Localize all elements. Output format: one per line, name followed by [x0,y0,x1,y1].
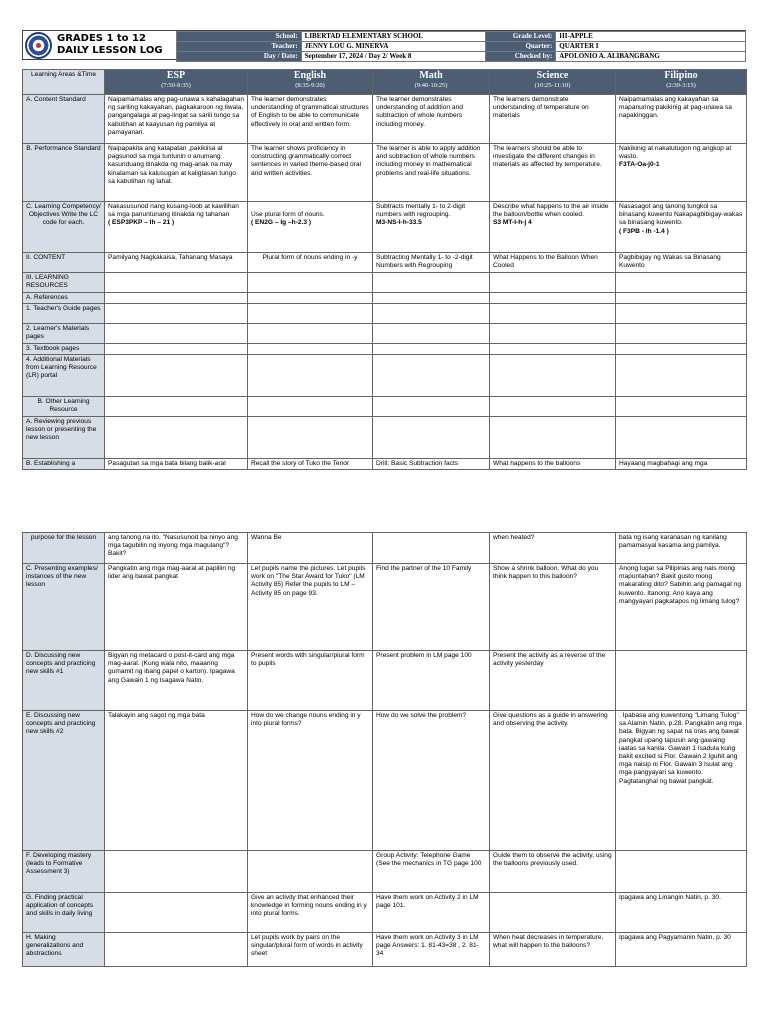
table-row [23,293,747,304]
table-row [23,354,747,396]
teacher-value: JENNY LOU G. MINERVA [301,42,486,52]
row-label: E. Discussing new concepts and practicing new skills #2 [23,711,105,851]
row-label: 2. Learner's Materials pages [23,324,105,343]
table-row [23,95,747,144]
lc-code: ( F3PB - Ih -1.4 ) [619,227,669,235]
page-2 [0,530,768,1024]
table-cell: The learner shows proficiency in constructing grammatically correct sentences in varied theme-based oral and written activities. [248,144,373,202]
checked-value: APOLONIO A. ALIBANGBANG [556,52,746,62]
table-row [23,396,747,416]
checked-label: Checked by: [486,52,556,62]
table-cell [373,202,490,253]
table-row [23,933,747,967]
table-cell: ang tanong na ito, "Nasusunod ba ninyo ang mga tagubilin ng inyong mga magulang"? Bakit? [105,533,248,564]
table-cell: Naipamamalas ang pag-unawa s kahalagahan ng sariling kakayahan, pagkakaroon ng tiwala, pangangalaga at pag-iingat sa sarili tungo sa kabutihan at kaayusan ng pamilya at pamayanan. [105,95,248,144]
subject-header-esp [105,70,248,95]
table-row [23,711,747,851]
lesson-table-page-1 [22,69,747,470]
table-cell: Ipagawa ang Pagyamanin Natin, p. 30 [616,933,747,967]
table-cell [105,202,248,253]
subject-name: English [293,70,327,81]
cell-text: Subtracts mentally 1- to 2-digit numbers with regrouping. [376,203,466,219]
table-cell: Wanna Be [248,533,373,564]
table-row [23,851,747,893]
dll-title [57,33,163,57]
subject-name: Filipino [664,70,698,81]
table-row [23,144,747,202]
row-label: C. Learning Competency/ Objectives Write the LC code for each. [23,202,105,253]
day-value: September 17, 2024 / Day 2/ Week 8 [301,52,486,62]
row-label: A. References [23,293,105,304]
cell-text: Nasasagot ang tanong tungkol sa binasang kuwento Nakapagbibigay-wakas sa binasang kuwento. [619,203,743,227]
title-line-2: DAILY LESSON LOG [57,45,163,56]
subject-header-math [373,70,490,95]
subject-header-filipino [616,70,747,95]
table-cell: The learners demonstrate understanding of temperature on materials [490,95,616,144]
row-label: H. Making generalizations and abstractions [23,933,105,967]
table-cell [490,202,616,253]
table-row [23,202,747,253]
row-label: III. LEARNING RESOURCES [23,273,105,293]
table-cell: Hayaang magbahagi ang mga [616,458,747,469]
row-label: F. Developing mastery (leads to Formative Assessment 3) [23,851,105,893]
cell-text: Use plural form of nouns. [251,211,325,218]
table-cell [616,851,747,893]
teacher-label: Teacher: [177,42,302,52]
table-cell: Give an activity that enhanced their knowledge in forming nouns ending in y into plural forms. [248,893,373,933]
table-cell [616,144,747,202]
table-cell [105,933,248,967]
subject-time: (10:25-11:10) [534,82,571,89]
table-cell: How do we change nouns ending in y into plural forms? [248,711,373,851]
row-label: A. Content Standard [23,95,105,144]
table-cell: What Happens to the Balloon When Cooled [490,253,616,273]
day-label: Day / Date: [177,52,302,62]
table-cell [616,202,747,253]
table-cell: Ipagawa ang Linangin Natin, p. 30. [616,893,747,933]
table-cell: Pangkatin ang mga mag-aaral at papiliin ng lider ang bawat pangkat [105,564,248,651]
header-info-table [176,31,746,62]
subject-time: (9:40-10:25) [414,82,448,89]
subject-name: Science [536,70,569,81]
table-cell: Recall the story of Tuko the Tenor [248,458,373,469]
row-label: B. Other Learning Resource [23,396,105,416]
table-cell: Anong lugar sa Pilipinas ang nais mong mapuntahan? Bakit gusto mong makarating dito? Sabihin ang pamagat ng kuwento. Itanong: Ano kaya ang mangyayari pagkatapos ng limang tulog? [616,564,747,651]
row-label: B. Establishing a [23,458,105,469]
table-cell: Pamilyang Nagkakaisa, Tahanang Masaya [105,253,248,273]
quarter-label: Quarter: [486,42,556,52]
cell-text: Describe what happens to the air inside the balloon/bottle when cooled. [493,203,609,219]
table-row [23,564,747,651]
learning-areas-header: Learning Areas &Time [23,70,105,95]
table-cell [616,651,747,711]
table-cell: Plural form of nouns ending in -y [248,253,373,273]
table-cell: when heated? [490,533,616,564]
table-cell: What happens to the balloons [490,458,616,469]
row-label: D. Discussing new concepts and practicing new skills #1 [23,651,105,711]
table-cell: The learner demonstrates understanding of addition and subtraction of whole numbers including money. [373,95,490,144]
cell-text: Nakasusunod nang kusang-loob at kawilihan sa mga panuntunang itinakda ng tahanan [108,203,239,219]
row-label: purpose for the lesson [23,533,105,564]
page-1 [0,0,768,470]
table-cell: When heat decreases in temperature, what will happen to the balloons? [490,933,616,967]
table-cell [248,851,373,893]
table-cell: Guide them to observe the activity, using the balloons previously used. [490,851,616,893]
table-cell: The learner is able to apply addition and subtraction of whole numbers including money in mathematical problems and real-life situations. [373,144,490,202]
table-cell [248,202,373,253]
table-cell: Naipamamalas ang kakayahan sa mapanuring pakikinig at pag-unawa sa napakinggan. [616,95,747,144]
grade-label: Grade Level: [486,32,556,42]
subject-time: (8:35-9:20) [295,82,325,89]
subject-name: Math [419,70,443,81]
subject-time: (7:50-8:35) [161,82,191,89]
table-cell: Present the activity as a reverse of the activity yesterday [490,651,616,711]
table-row [23,324,747,343]
table-cell [105,893,248,933]
row-label: 4. Additional Materials from Learning Resource (LR) portal [23,354,105,396]
table-cell [373,533,490,564]
lc-code: F3TA-Oa-j0-1 [619,161,660,169]
table-cell [105,851,248,893]
subject-time: (2:30-3:15) [666,82,696,89]
title-line-1: GRADES 1 to 12 [57,33,146,44]
table-cell: bata ng isang karanasan ng kanilang pamamasyal kasama ang pamilya. [616,533,747,564]
row-label: II. CONTENT [23,253,105,273]
table-row [23,533,747,564]
table-cell: Let pupils work by pairs on the singular/plural form of words in activity sheet [248,933,373,967]
lc-code: S3 MT-I-h-j 4 [493,219,532,227]
table-cell: Show a shrink balloon. What do you think happen to this balloon? [490,564,616,651]
table-row [23,343,747,354]
table-cell: Bigyan ng metacard o post-it-card ang mga mag-aaral. (Kung wala nito, maaaring gumamit ng ibang papel o karton). Ipagawa ang Gawain 1 ng Isagawa Natin. [105,651,248,711]
lc-code: M3-NS-I-h-33.5 [376,219,422,227]
dll-header [22,30,746,60]
row-label: C. Presenting examples/ instances of the new lesson [23,564,105,651]
table-row [23,651,747,711]
table-cell: Give questions as a guide in answering and observing the activity. [490,711,616,851]
table-cell: How do we solve the problem? [373,711,490,851]
table-cell: Drill: Basic Subtraction facts [373,458,490,469]
row-label: B. Performance Standard [23,144,105,202]
subject-header-science [490,70,616,95]
table-cell: Pagbibigay ng Wakas sa Binasang Kuwento [616,253,747,273]
table-cell: Present words with singular/plural form to pupils [248,651,373,711]
deped-seal-icon [25,32,52,59]
row-label: A. Reviewing previous lesson or presenting the new lesson [23,416,105,458]
table-row [23,458,747,469]
row-label: 1. Teacher's Guide pages [23,304,105,324]
table-row [23,416,747,458]
lc-code: ( EN2G – Ig –h-2.3 ) [251,219,312,227]
table-row [23,253,747,273]
table-cell: Have them work on Activity 3 in LM page Answers: 1. 81-43=38 , 2. 81-34 [373,933,490,967]
table-cell: Present problem in LM page 100 [373,651,490,711]
quarter-value: QUARTER I [556,42,746,52]
table-cell: The learner demonstrates understanding of grammatical structures of English to be able to communicate effectively in oral and written form. [248,95,373,144]
page-gap [0,470,768,530]
row-label: 3. Textbook pages [23,343,105,354]
table-cell: Let pupils name the pictures. Let pupils work on "The Star Award for Tuko" (LM Activity 85) Refer the pupils to LM – Activity 85 on page 93. [248,564,373,651]
table-cell: Talakayin ang sagot ng mga bata [105,711,248,851]
table-cell [490,893,616,933]
school-value: LIBERTAD ELEMENTARY SCHOOL [301,32,486,42]
cell-text: Nakikinig at nakatutugon ng angkop at wasto. [619,145,732,161]
table-cell: . Ipabasa ang kuwentong "Limang Tulog" sa Alamin Natin, p.28. Pangkatin ang mga bata. Bigyan ng sapat na oras ang bawat pangkat upang tapusin ang gawaing iaatas sa kanila. Gawain 1 Isadula kung bakit excited si Flor. Gawain 2 Iguhit ang mga naisip ni Flor. Gawain 3 Isulat ang mga pangyayari sa kuwento. Pagtatanghal ng bawat pangkat. [616,711,747,851]
table-cell: The learners should be able to investigate the different changes in materials as affected by temperature. [490,144,616,202]
school-label: School: [177,32,302,42]
table-cell: Pasagutan sa mga bata bilang balik-aral [105,458,248,469]
table-cell: Find the partner of the 10 Family [373,564,490,651]
table-cell: Subtracting Mentally 1- to -2-digit Numbers with Regrouping [373,253,490,273]
table-cell: Group Activity: Telephone Game (See the mechanics in TG page 100 [373,851,490,893]
grade-value: III-APPLE [556,32,746,42]
subject-header-english [248,70,373,95]
lesson-table-page-2 [22,532,747,967]
table-row [23,893,747,933]
table-cell: Naipapakita ang katapatan ,pakikiisa at pagsunod sa mga tuntunin o anumang kasunduang itinakda ng mag-anak na may kinalaman sa kalusugan at kaligtasan tungo sa kabutihan ng lahat. [105,144,248,202]
table-row [23,273,747,293]
table-row [23,304,747,324]
subject-name: ESP [166,70,186,81]
table-cell: Have them work on Activity 2 in LM page 101. [373,893,490,933]
row-label: G. Finding practical application of concepts and skills in daily living [23,893,105,933]
lc-code: ( ESP3PKP – Ih – 21 ) [108,219,175,227]
